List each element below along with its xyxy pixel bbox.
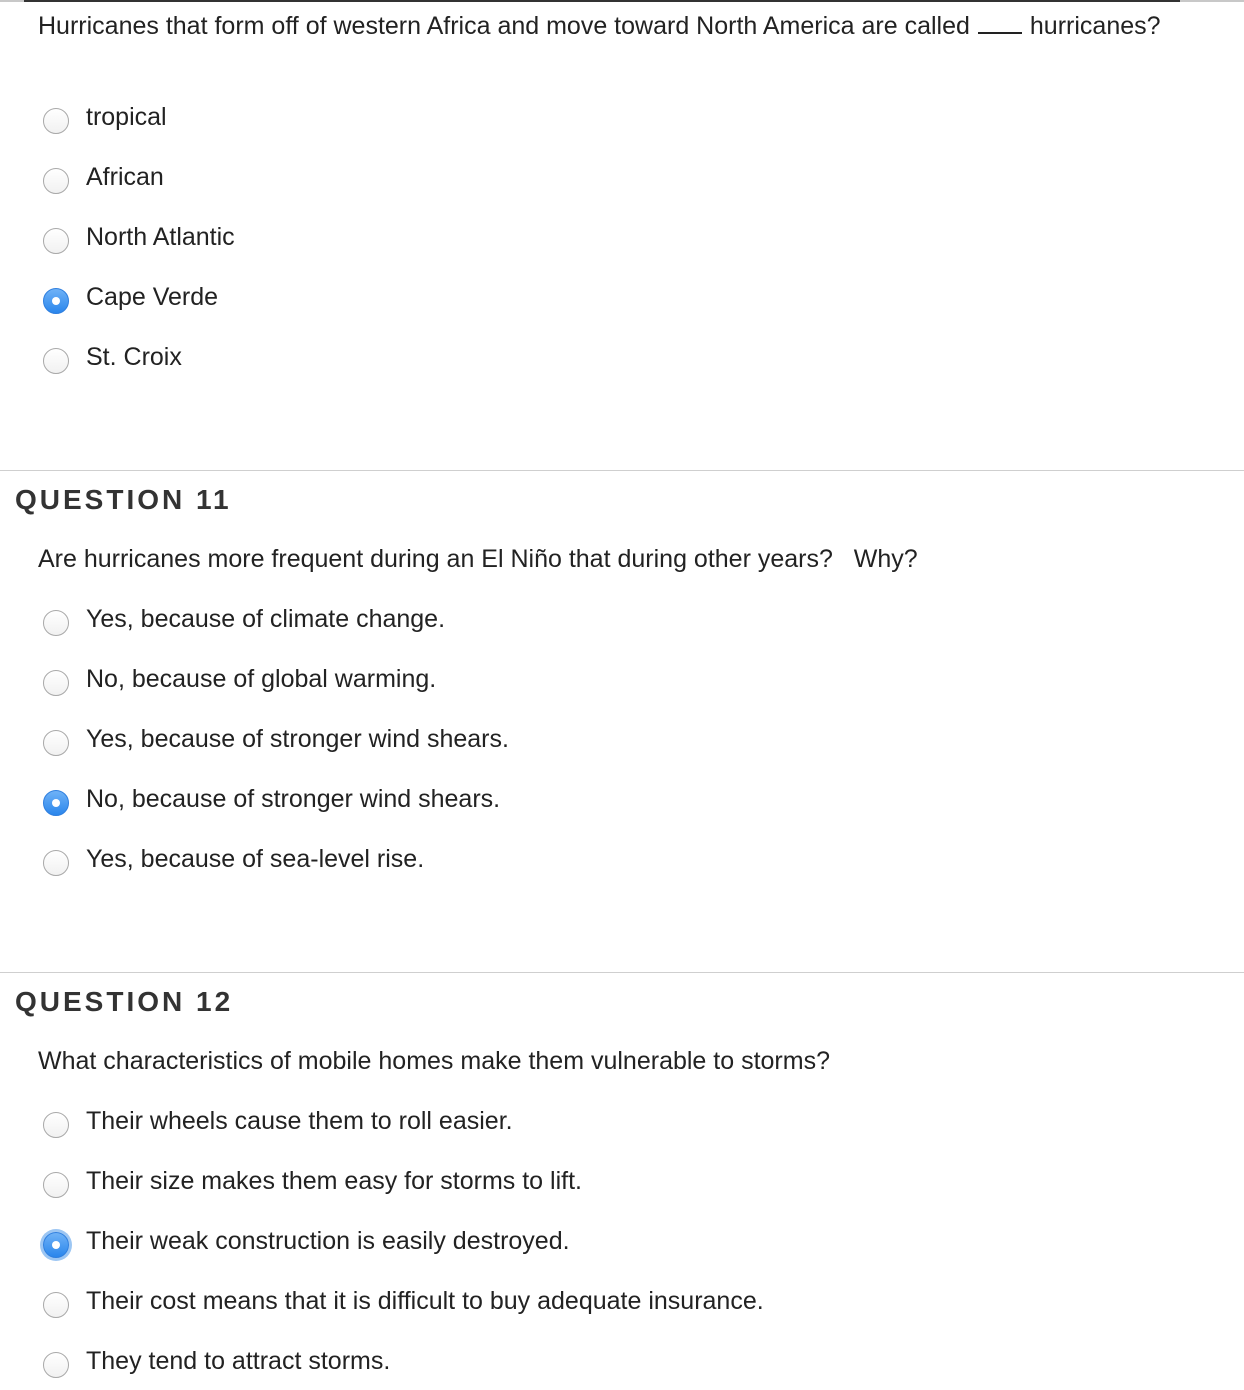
radio-button[interactable] — [43, 1112, 69, 1138]
radio-button[interactable] — [43, 670, 69, 696]
answer-option-african[interactable] — [43, 161, 164, 193]
radio-button-selected[interactable] — [43, 1232, 69, 1258]
radio-button[interactable] — [43, 1172, 69, 1198]
question-divider — [0, 470, 1244, 471]
radio-button[interactable] — [43, 1292, 69, 1318]
answer-label: Their cost means that it is difficult to buy adequate insurance. — [86, 1286, 764, 1315]
radio-button[interactable] — [43, 348, 69, 374]
answer-label: tropical — [86, 102, 167, 131]
radio-button[interactable] — [43, 610, 69, 636]
answer-label: North Atlantic — [86, 222, 235, 251]
radio-button[interactable] — [43, 1352, 69, 1378]
answer-label: No, because of stronger wind shears. — [86, 784, 501, 813]
answer-option-cape-verde[interactable] — [43, 281, 218, 313]
radio-button[interactable] — [43, 730, 69, 756]
answer-label: Their size makes them easy for storms to lift. — [86, 1166, 582, 1195]
answer-label: St. Croix — [86, 342, 182, 371]
answer-option-2[interactable] — [43, 663, 436, 695]
question-text — [38, 12, 1161, 41]
radio-button-selected[interactable] — [43, 790, 69, 816]
answer-label: Yes, because of climate change. — [86, 604, 446, 633]
answer-option-tropical[interactable] — [43, 101, 167, 133]
answer-option-3[interactable] — [43, 723, 509, 755]
answer-option-north-atlantic[interactable] — [43, 221, 235, 253]
answer-option-1[interactable] — [43, 1105, 513, 1137]
question-header: QUESTION 11 — [15, 484, 232, 515]
answer-option-4[interactable] — [43, 1285, 764, 1317]
answer-label: They tend to attract storms. — [86, 1346, 391, 1375]
radio-button[interactable] — [43, 850, 69, 876]
answer-option-5[interactable] — [43, 1345, 390, 1377]
radio-button[interactable] — [43, 168, 69, 194]
top-divider — [0, 0, 1244, 2]
answer-option-5[interactable] — [43, 843, 424, 875]
question-text: What characteristics of mobile homes make them vulnerable to storms? — [38, 1047, 830, 1075]
question-header: QUESTION 12 — [15, 986, 234, 1017]
radio-button[interactable] — [43, 108, 69, 134]
fill-in-blank — [978, 32, 1022, 34]
question-divider — [0, 972, 1244, 973]
answer-label: Their weak construction is easily destroyed. — [86, 1226, 570, 1255]
answer-label: Their wheels cause them to roll easier. — [86, 1106, 513, 1135]
question-text-after: hurricanes? — [1029, 12, 1161, 40]
answer-option-2[interactable] — [43, 1165, 582, 1197]
radio-button-selected[interactable] — [43, 288, 69, 314]
answer-option-4[interactable] — [43, 783, 500, 815]
answer-label: Cape Verde — [86, 282, 219, 311]
answer-option-1[interactable] — [43, 603, 445, 635]
answer-label: No, because of global warming. — [86, 664, 437, 693]
radio-button[interactable] — [43, 228, 69, 254]
answer-label: Yes, because of stronger wind shears. — [86, 724, 509, 753]
answer-label: Yes, because of sea-level rise. — [86, 844, 425, 873]
answer-label: African — [86, 162, 164, 191]
answer-option-st-croix[interactable] — [43, 341, 182, 373]
answer-option-3[interactable] — [43, 1225, 570, 1257]
question-text-before: Hurricanes that form off of western Africa and move toward North America are called — [38, 12, 970, 40]
question-text: Are hurricanes more frequent during an El Niño that during other years? Why? — [38, 545, 918, 573]
